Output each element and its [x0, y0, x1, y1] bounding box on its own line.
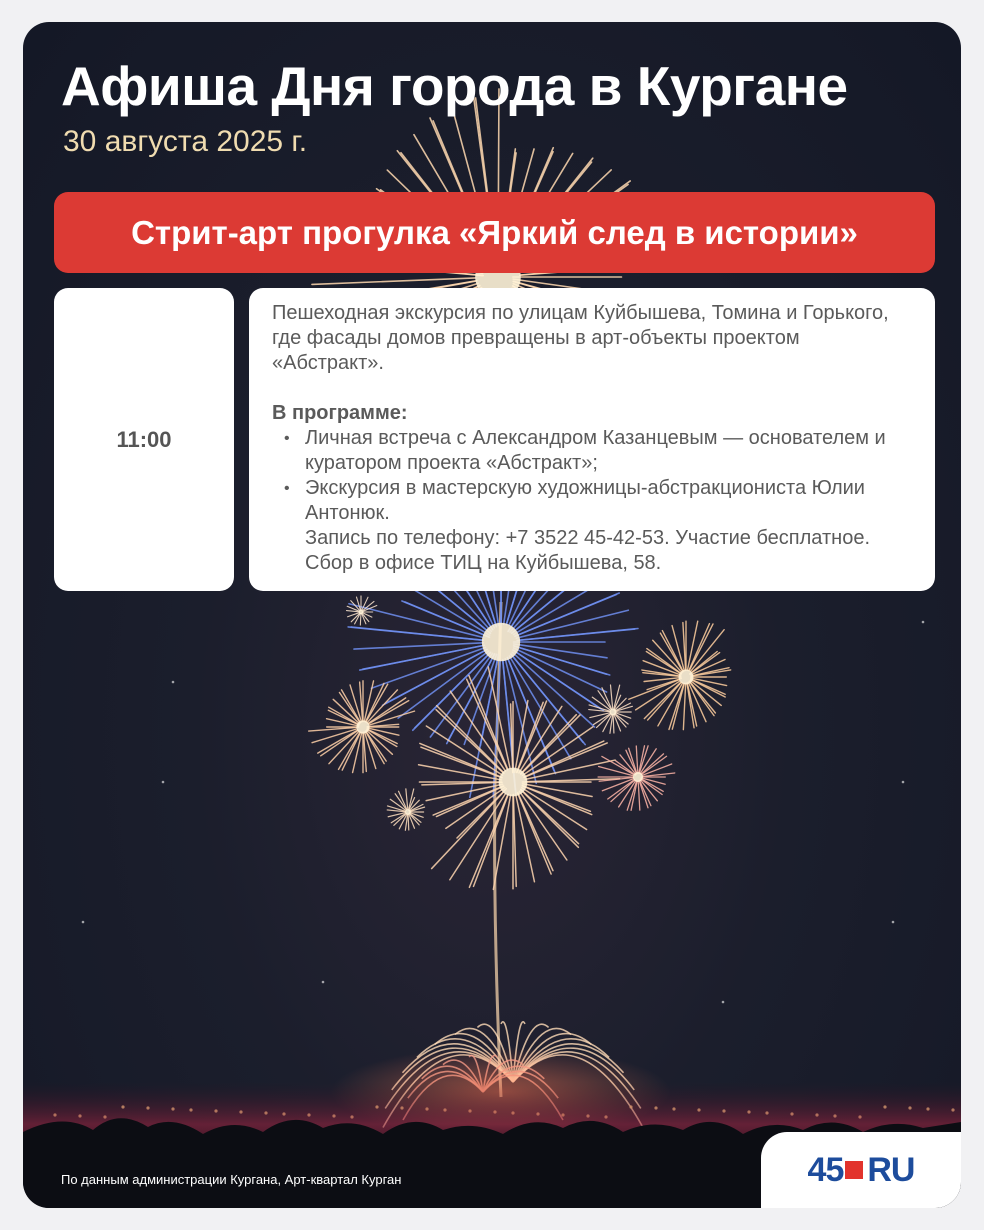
- event-date: 30 августа 2025 г.: [63, 125, 308, 158]
- event-description: Пешеходная экскурсия по улицам Куйбышева, Томина и Горького, где фасады домов превращены в арт-объекты проектом «Абстракт».: [272, 302, 889, 374]
- program-item-text: Экскурсия в мастерскую художницы-абстракциониста Юлии Антонюк.: [305, 477, 865, 524]
- logo-square-icon: [845, 1161, 863, 1179]
- program-item-note: Запись по телефону: +7 3522 45-42-53. Участие бесплатное. Сбор в офисе ТИЦ на Куйбышева, 58.: [305, 527, 870, 574]
- logo-suffix: RU: [867, 1150, 915, 1189]
- bullet-icon: •: [284, 430, 290, 447]
- description-card: [249, 288, 935, 591]
- time-card: [54, 288, 234, 591]
- logo-number: 45: [807, 1150, 844, 1189]
- event-time: 11:00: [116, 426, 172, 452]
- program-heading: В программе:: [272, 402, 408, 424]
- program-list: [272, 426, 915, 576]
- list-item: [272, 476, 915, 576]
- page-title: Афиша Дня города в Кургане: [61, 55, 848, 117]
- event-title-banner: Стрит-арт прогулка «Яркий след в истории»: [54, 192, 935, 273]
- program-item-text: Личная встреча с Александром Казанцевым — основателем и куратором проекта «Абстракт»;: [305, 427, 886, 474]
- bullet-icon: •: [284, 480, 290, 497]
- site-logo: [808, 1151, 915, 1190]
- list-item: [272, 426, 915, 476]
- logo-tab: [761, 1132, 961, 1208]
- source-note: По данным администрации Кургана, Арт-квартал Курган: [61, 1172, 402, 1187]
- event-poster: [23, 22, 961, 1208]
